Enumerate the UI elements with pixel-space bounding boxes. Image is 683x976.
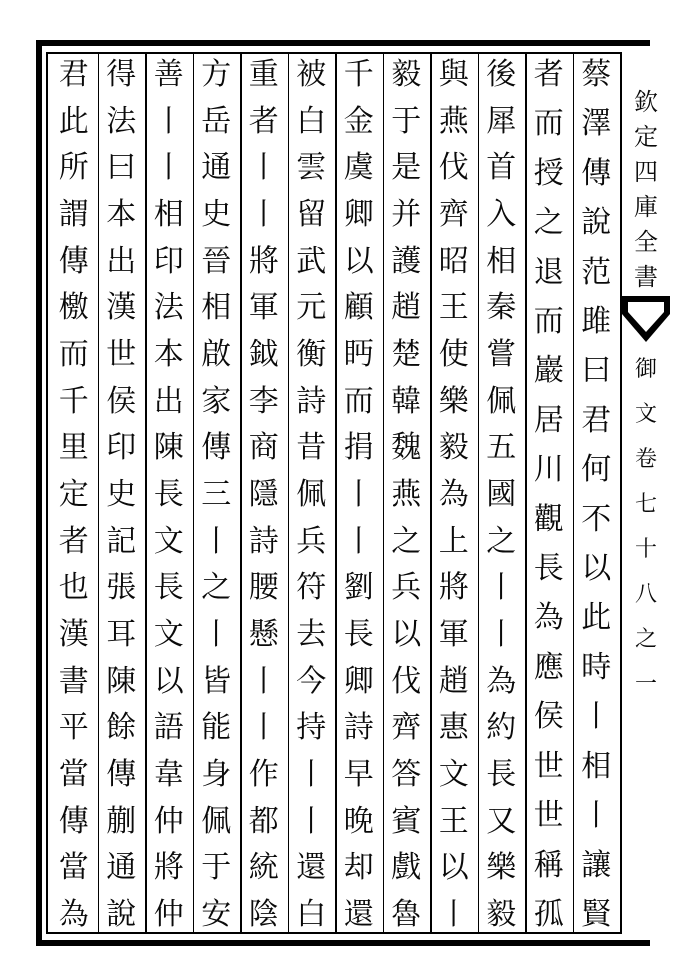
text-char: 之 <box>486 523 517 559</box>
text-column <box>50 57 98 932</box>
text-char: 里 <box>58 430 89 466</box>
page-banner <box>622 52 670 934</box>
text-char: 嘗 <box>486 336 517 372</box>
text-char: 世 <box>106 336 137 372</box>
text-char: 說 <box>106 896 137 932</box>
text-char: 為 <box>58 896 89 932</box>
text-char: 陰 <box>248 896 279 932</box>
text-char: 文 <box>438 756 469 792</box>
column-rule <box>288 53 290 933</box>
text-char: 以 <box>581 551 612 587</box>
text-char: 長 <box>153 476 184 512</box>
text-column <box>145 57 193 932</box>
text-char: 讓 <box>581 847 612 883</box>
text-char: 早 <box>343 756 374 792</box>
column-rule <box>98 53 100 933</box>
text-char: 丨 <box>248 150 279 186</box>
text-char: 長 <box>153 570 184 606</box>
text-char: 長 <box>486 756 517 792</box>
text-char: 還 <box>343 896 374 932</box>
text-char: 為 <box>438 476 469 512</box>
text-char: 文 <box>153 523 184 559</box>
text-char: 印 <box>153 243 184 279</box>
text-char: 陳 <box>106 663 137 699</box>
text-char: 韋 <box>153 756 184 792</box>
text-char: 記 <box>106 523 137 559</box>
text-char: 長 <box>343 616 374 652</box>
text-char: 卿 <box>343 196 374 232</box>
volume-char: 卷 <box>634 447 657 472</box>
text-char: 首 <box>486 150 517 186</box>
text-char: 燕 <box>391 476 422 512</box>
text-char: 稱 <box>533 847 564 883</box>
text-char: 川 <box>533 452 564 488</box>
text-char: 家 <box>201 383 232 419</box>
text-char: 傳 <box>201 430 232 466</box>
text-char: 丨 <box>153 150 184 186</box>
text-char: 說 <box>581 205 612 241</box>
text-char: 善 <box>153 57 184 92</box>
book-title-char: 全 <box>634 228 658 256</box>
text-char: 相 <box>581 748 612 784</box>
volume-char: 八 <box>634 582 657 607</box>
text-char: 丨 <box>153 103 184 139</box>
text-char: 佩 <box>201 803 232 839</box>
text-char: 丨 <box>343 523 374 559</box>
text-char: 武 <box>296 243 327 279</box>
text-char: 被 <box>296 57 327 92</box>
text-char: 兵 <box>296 523 327 559</box>
text-char: 觀 <box>533 501 564 537</box>
column-rule <box>573 53 575 933</box>
text-char: 印 <box>106 430 137 466</box>
text-char: 而 <box>533 304 564 340</box>
text-column <box>335 57 383 932</box>
text-char: 楚 <box>391 336 422 372</box>
column-rule <box>335 53 337 933</box>
text-char: 毅 <box>438 430 469 466</box>
text-char: 得 <box>106 57 137 92</box>
text-char: 劉 <box>343 570 374 606</box>
text-char: 定 <box>58 476 89 512</box>
text-char: 方 <box>201 57 232 92</box>
text-char: 雎 <box>581 304 612 340</box>
text-char: 蔡 <box>581 57 612 92</box>
text-char: 而 <box>533 106 564 142</box>
text-char: 君 <box>581 402 612 438</box>
text-char: 皆 <box>201 663 232 699</box>
text-char: 謂 <box>58 196 89 232</box>
text-char: 佩 <box>486 383 517 419</box>
text-char: 于 <box>201 850 232 886</box>
text-char: 張 <box>106 570 137 606</box>
text-char: 樂 <box>486 850 517 886</box>
text-char: 國 <box>486 476 517 512</box>
book-title-char: 庫 <box>634 193 658 221</box>
text-column <box>525 57 573 932</box>
text-char: 眄 <box>343 336 374 372</box>
text-char: 詩 <box>343 710 374 746</box>
text-char: 者 <box>58 523 89 559</box>
text-char: 之 <box>201 570 232 606</box>
column-rule <box>430 53 432 933</box>
text-char: 白 <box>296 896 327 932</box>
section-char: 御 <box>634 357 657 382</box>
text-char: 元 <box>296 290 327 326</box>
column-rule <box>193 53 195 933</box>
text-char: 鉞 <box>248 336 279 372</box>
text-column <box>572 57 620 932</box>
text-char: 世 <box>533 798 564 834</box>
text-char: 為 <box>486 663 517 699</box>
text-char: 仲 <box>153 896 184 932</box>
text-char: 以 <box>438 850 469 886</box>
column-rule <box>383 53 385 933</box>
text-char: 傳 <box>106 756 137 792</box>
text-char: 符 <box>296 570 327 606</box>
text-char: 昔 <box>296 430 327 466</box>
text-char: 三 <box>201 476 232 512</box>
text-char: 也 <box>58 570 89 606</box>
text-char: 此 <box>581 600 612 636</box>
text-char: 丨 <box>248 663 279 699</box>
text-char: 趙 <box>438 663 469 699</box>
text-char: 法 <box>153 290 184 326</box>
text-char: 曰 <box>581 353 612 389</box>
text-char: 之 <box>391 523 422 559</box>
text-char: 身 <box>201 756 232 792</box>
text-char: 今 <box>296 663 327 699</box>
text-char: 丨 <box>343 476 374 512</box>
text-char: 去 <box>296 616 327 652</box>
text-char: 隱 <box>248 476 279 512</box>
text-column <box>192 57 240 932</box>
text-char: 重 <box>248 57 279 92</box>
text-char: 統 <box>248 850 279 886</box>
text-char: 之 <box>533 205 564 241</box>
text-column <box>97 57 145 932</box>
text-char: 兵 <box>391 570 422 606</box>
text-char: 白 <box>296 103 327 139</box>
text-char: 通 <box>201 150 232 186</box>
volume-char: 七 <box>634 492 657 517</box>
text-char: 所 <box>58 150 89 186</box>
text-char: 都 <box>248 803 279 839</box>
text-char: 伐 <box>391 663 422 699</box>
text-char: 伐 <box>438 150 469 186</box>
text-char: 入 <box>486 196 517 232</box>
column-rule <box>478 53 480 933</box>
text-char: 上 <box>438 523 469 559</box>
section-char: 文 <box>634 402 657 427</box>
text-char: 此 <box>58 103 89 139</box>
text-column <box>287 57 335 932</box>
fishtail-mark-icon <box>622 298 670 342</box>
text-char: 還 <box>296 850 327 886</box>
text-char: 以 <box>343 243 374 279</box>
text-char: 平 <box>58 710 89 746</box>
text-char: 懸 <box>248 616 279 652</box>
volume-char: 之 <box>634 627 657 652</box>
text-char: 李 <box>248 383 279 419</box>
text-char: 虞 <box>343 150 374 186</box>
text-char: 丨 <box>438 896 469 932</box>
text-char: 留 <box>296 196 327 232</box>
text-char: 又 <box>486 803 517 839</box>
text-char: 孤 <box>533 896 564 932</box>
text-char: 韓 <box>391 383 422 419</box>
text-char: 丨 <box>296 803 327 839</box>
text-char: 通 <box>106 850 137 886</box>
text-char: 商 <box>248 430 279 466</box>
text-char: 耳 <box>106 616 137 652</box>
text-char: 君 <box>58 57 89 92</box>
text-char: 不 <box>581 501 612 537</box>
text-char: 何 <box>581 452 612 488</box>
text-char: 捐 <box>343 430 374 466</box>
text-char: 作 <box>248 756 279 792</box>
text-char: 佩 <box>296 476 327 512</box>
text-char: 晚 <box>343 803 374 839</box>
text-char: 毅 <box>486 896 517 932</box>
text-char: 于 <box>391 103 422 139</box>
text-char: 居 <box>533 402 564 438</box>
text-char: 將 <box>153 850 184 886</box>
text-char: 傳 <box>58 243 89 279</box>
text-char: 相 <box>201 290 232 326</box>
text-char: 是 <box>391 150 422 186</box>
text-char: 丨 <box>581 699 612 735</box>
text-char: 五 <box>486 430 517 466</box>
text-char: 出 <box>153 383 184 419</box>
text-char: 魯 <box>391 896 422 932</box>
text-char: 齊 <box>391 710 422 746</box>
text-char: 蒯 <box>106 803 137 839</box>
text-char: 王 <box>438 290 469 326</box>
text-char: 惠 <box>438 710 469 746</box>
text-char: 范 <box>581 254 612 290</box>
text-char: 丨 <box>581 798 612 834</box>
text-char: 安 <box>201 896 232 932</box>
book-title-char: 欽 <box>634 88 658 116</box>
text-char: 啟 <box>201 336 232 372</box>
text-char: 本 <box>153 336 184 372</box>
text-char: 傳 <box>581 155 612 191</box>
column-rule <box>240 53 242 933</box>
text-char: 澤 <box>581 106 612 142</box>
text-char: 賓 <box>391 803 422 839</box>
text-char: 晉 <box>201 243 232 279</box>
text-char: 昭 <box>438 243 469 279</box>
text-char: 雲 <box>296 150 327 186</box>
text-char: 將 <box>438 570 469 606</box>
text-char: 丨 <box>201 616 232 652</box>
text-char: 秦 <box>486 290 517 326</box>
section-info <box>622 352 670 712</box>
text-char: 王 <box>438 803 469 839</box>
text-char: 以 <box>391 616 422 652</box>
text-char: 侯 <box>106 383 137 419</box>
text-char: 齊 <box>438 196 469 232</box>
book-title-char: 書 <box>634 263 658 291</box>
text-char: 使 <box>438 336 469 372</box>
text-char: 軍 <box>248 290 279 326</box>
text-char: 并 <box>391 196 422 232</box>
text-char: 與 <box>438 57 469 92</box>
book-title-char: 四 <box>634 158 658 186</box>
book-title <box>622 52 670 300</box>
text-char: 顧 <box>343 290 374 326</box>
text-char: 巖 <box>533 353 564 389</box>
text-char: 文 <box>153 616 184 652</box>
column-rule <box>145 53 147 933</box>
text-char: 護 <box>391 243 422 279</box>
text-char: 千 <box>343 57 374 92</box>
text-char: 法 <box>106 103 137 139</box>
text-char: 當 <box>58 756 89 792</box>
text-char: 時 <box>581 649 612 685</box>
text-char: 詩 <box>248 523 279 559</box>
text-char: 餘 <box>106 710 137 746</box>
text-char: 軍 <box>438 616 469 652</box>
text-char: 丨 <box>296 756 327 792</box>
volume-char: 十 <box>634 537 657 562</box>
text-char: 授 <box>533 155 564 191</box>
text-char: 却 <box>343 850 374 886</box>
text-column <box>382 57 430 932</box>
text-char: 而 <box>58 336 89 372</box>
text-char: 史 <box>201 196 232 232</box>
text-char: 能 <box>201 710 232 746</box>
text-char: 丨 <box>201 523 232 559</box>
text-char: 千 <box>58 383 89 419</box>
text-char: 世 <box>533 748 564 784</box>
text-char: 史 <box>106 476 137 512</box>
text-char: 燕 <box>438 103 469 139</box>
text-char: 本 <box>106 196 137 232</box>
text-char: 後 <box>486 57 517 92</box>
text-char: 賢 <box>581 896 612 932</box>
text-char: 相 <box>153 196 184 232</box>
text-char: 退 <box>533 254 564 290</box>
text-char: 將 <box>248 243 279 279</box>
text-char: 金 <box>343 103 374 139</box>
text-char: 長 <box>533 551 564 587</box>
text-char: 者 <box>248 103 279 139</box>
text-char: 詩 <box>296 383 327 419</box>
text-char: 約 <box>486 710 517 746</box>
text-char: 毅 <box>391 57 422 92</box>
text-column <box>477 57 525 932</box>
volume-char: 一 <box>634 672 657 697</box>
text-char: 侯 <box>533 699 564 735</box>
text-char: 趙 <box>391 290 422 326</box>
text-char: 仲 <box>153 803 184 839</box>
text-char: 書 <box>58 663 89 699</box>
text-char: 戲 <box>391 850 422 886</box>
text-char: 而 <box>343 383 374 419</box>
text-char: 語 <box>153 710 184 746</box>
text-char: 魏 <box>391 430 422 466</box>
text-char: 傳 <box>58 803 89 839</box>
text-char: 漢 <box>58 616 89 652</box>
column-rule <box>525 53 527 933</box>
text-char: 腰 <box>248 570 279 606</box>
text-char: 相 <box>486 243 517 279</box>
text-char: 卿 <box>343 663 374 699</box>
text-char: 持 <box>296 710 327 746</box>
text-char: 岳 <box>201 103 232 139</box>
text-char: 當 <box>58 850 89 886</box>
text-char: 丨 <box>486 570 517 606</box>
text-char: 陳 <box>153 430 184 466</box>
text-column <box>240 57 288 932</box>
text-char: 犀 <box>486 103 517 139</box>
text-char: 為 <box>533 600 564 636</box>
text-char: 樂 <box>438 383 469 419</box>
book-title-char: 定 <box>634 123 658 151</box>
text-column <box>430 57 478 932</box>
text-char: 丨 <box>248 710 279 746</box>
text-char: 丨 <box>486 616 517 652</box>
text-char: 出 <box>106 243 137 279</box>
text-char: 以 <box>153 663 184 699</box>
text-char: 應 <box>533 649 564 685</box>
text-char: 衡 <box>296 336 327 372</box>
text-char: 檄 <box>58 290 89 326</box>
text-char: 答 <box>391 756 422 792</box>
text-char: 漢 <box>106 290 137 326</box>
text-char: 丨 <box>248 196 279 232</box>
text-char: 曰 <box>106 150 137 186</box>
text-char: 者 <box>533 57 564 92</box>
